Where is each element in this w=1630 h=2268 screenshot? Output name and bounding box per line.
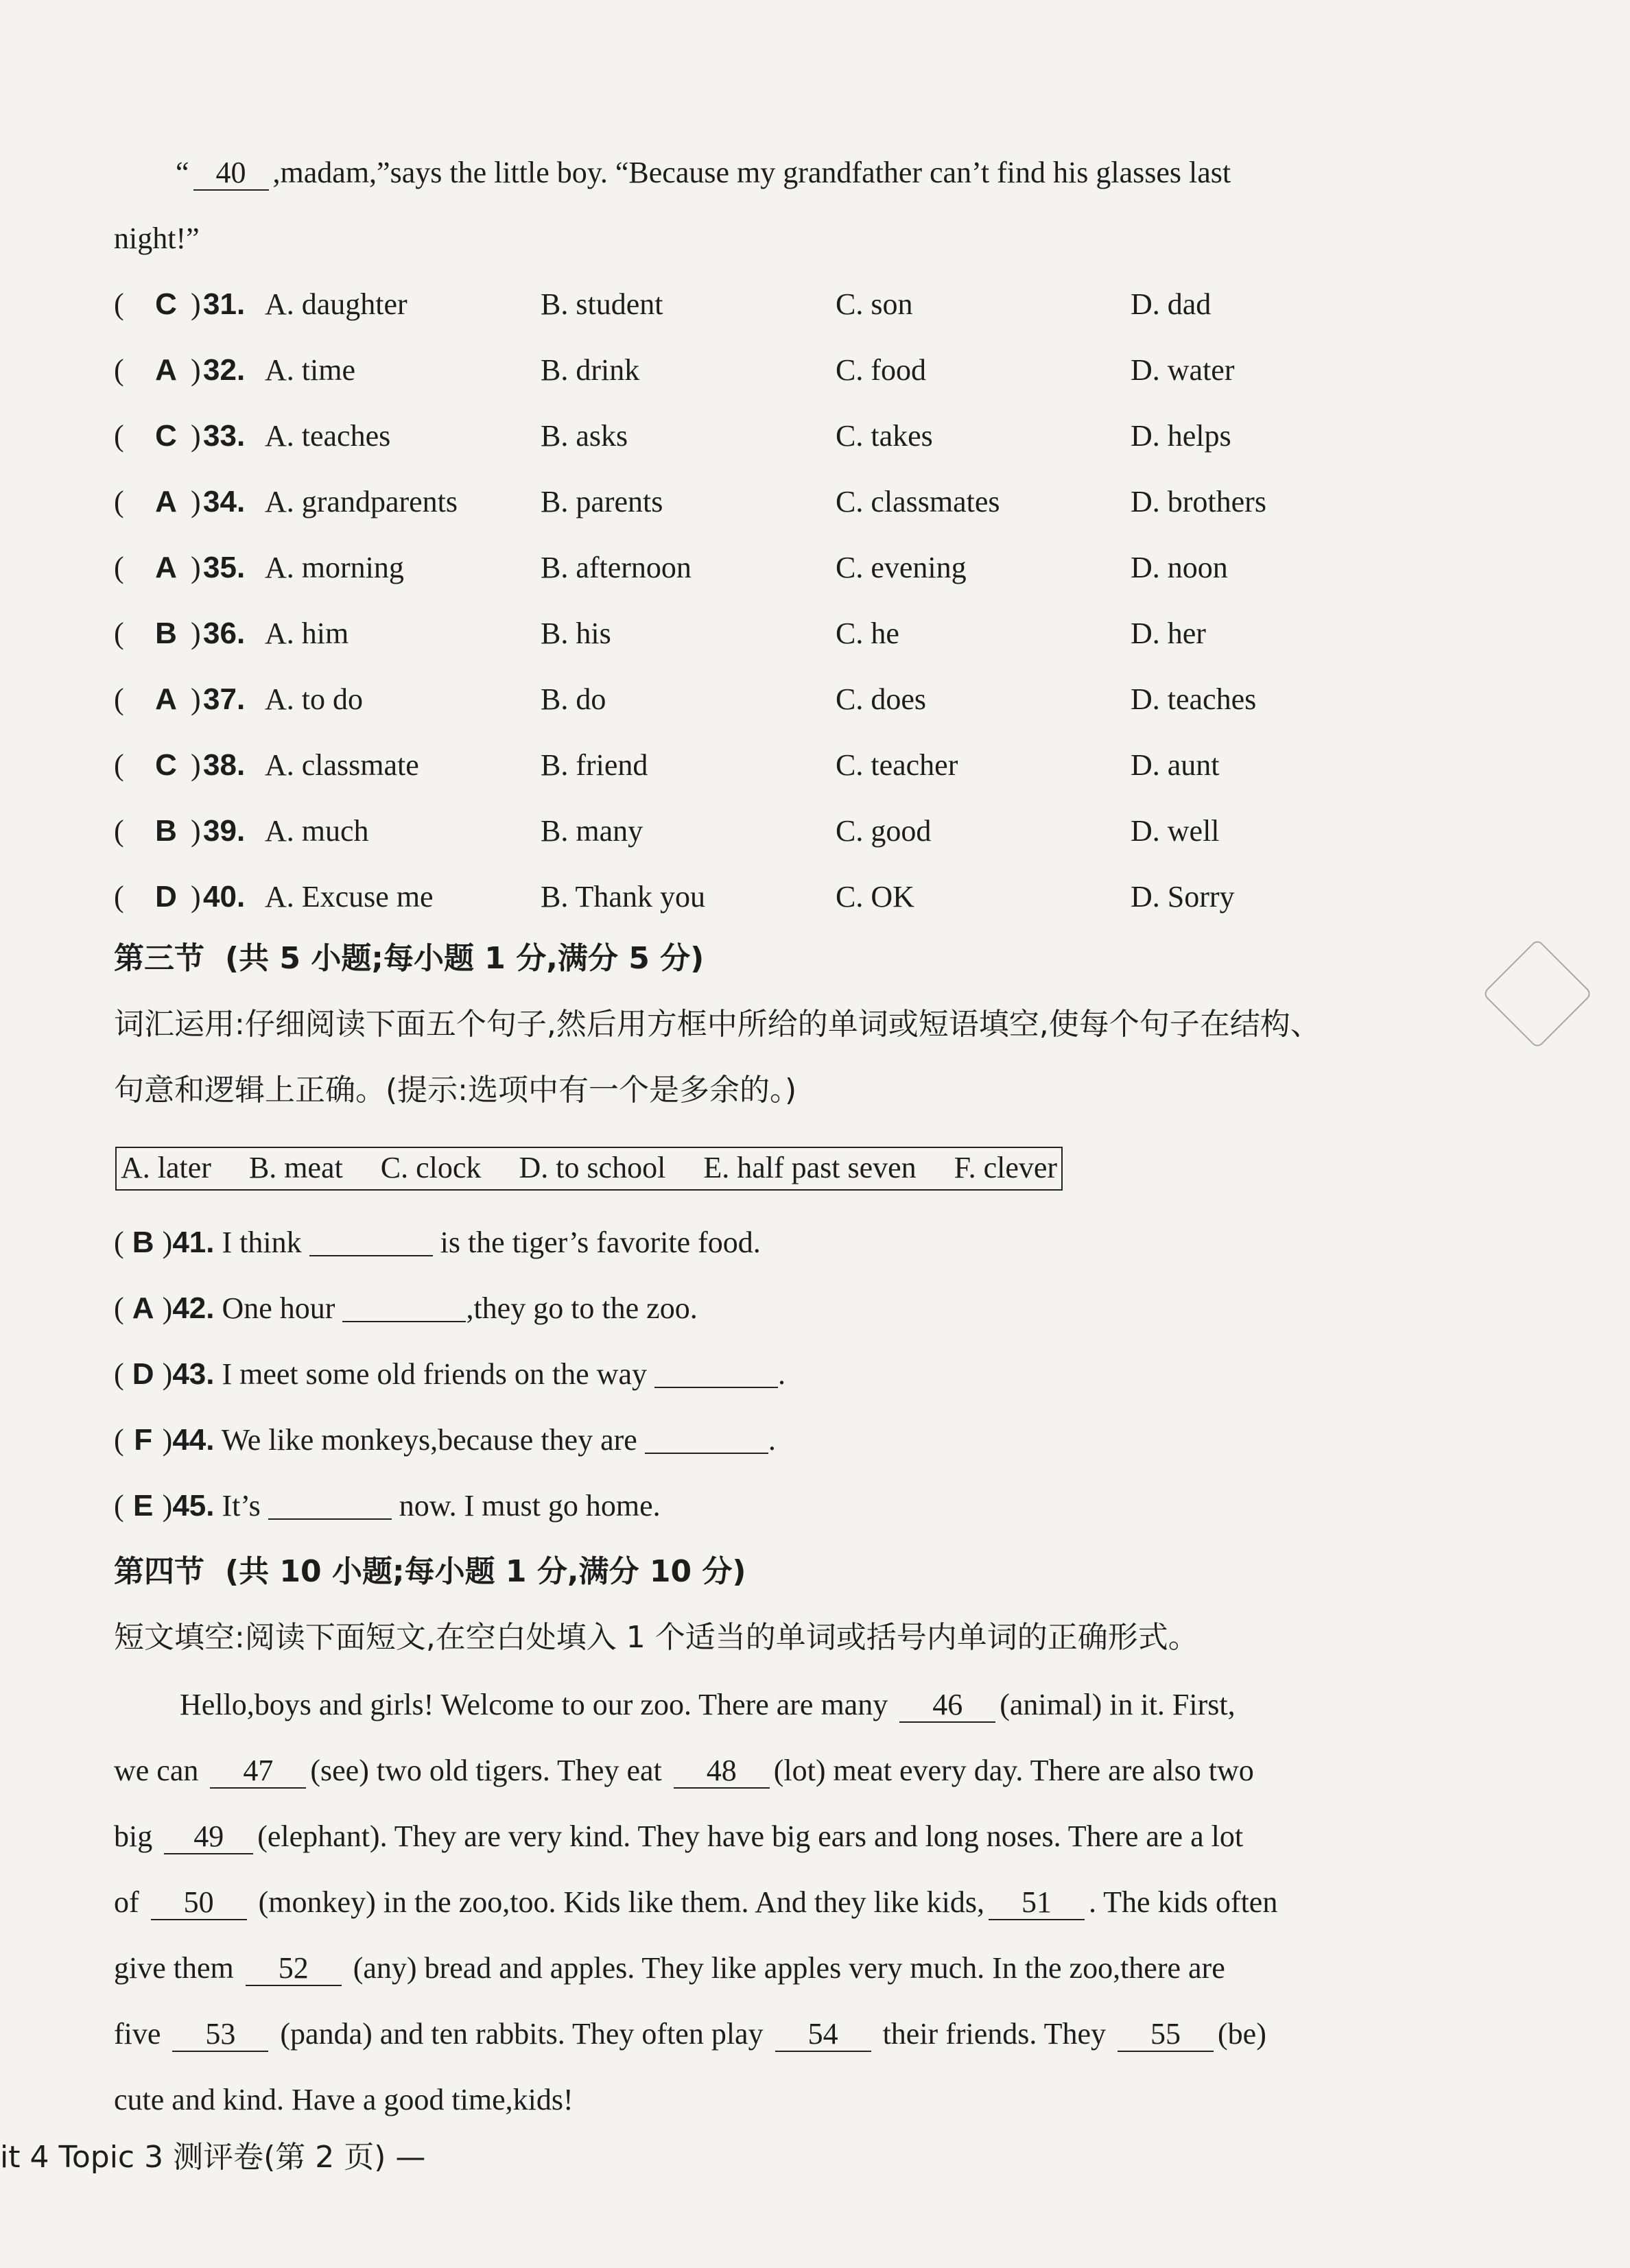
- passage-text: cute and kind. Have a good time,kids!: [114, 2083, 574, 2116]
- question-text-before: One hour: [222, 1291, 335, 1325]
- word-option-b: B. meat: [248, 1151, 343, 1184]
- passage-text: of: [114, 1885, 139, 1919]
- answer: C: [155, 419, 177, 453]
- open-paren: (: [114, 617, 124, 650]
- word-bank-box: [115, 1147, 1063, 1191]
- open-paren: (: [114, 880, 124, 914]
- blank-47: 47: [210, 1754, 306, 1789]
- question-number: 36.: [203, 617, 246, 650]
- close-paren: ): [191, 419, 201, 453]
- close-paren: ): [191, 748, 201, 782]
- option-d: D. Sorry: [1131, 880, 1235, 914]
- close-paren: ): [191, 353, 201, 387]
- section4-title-text: 第四节: [114, 1554, 204, 1589]
- vocab-question-43: ( D )43. I meet some old friends on the way .: [114, 1354, 786, 1395]
- question-number: 45.: [172, 1489, 215, 1523]
- option-a: A. him: [265, 617, 349, 650]
- passage-line-2: [114, 1750, 1254, 1791]
- question-number: 39.: [203, 814, 246, 848]
- answer-blank: [309, 1228, 433, 1256]
- vocab-question-44: ( F )44. We like monkeys,because they are .: [114, 1420, 776, 1461]
- option-d: D. helps: [1131, 419, 1231, 453]
- answer: B: [132, 1226, 154, 1259]
- passage-line-5: [114, 1948, 1225, 1989]
- section3-instruction-1: 词汇运用:仔细阅读下面五个句子,然后用方框中所给的单词或短语填空,使每个句子在结构、: [114, 1007, 1321, 1042]
- vocab-question-41: ( B )41. I think is the tiger’s favorite food.: [114, 1222, 761, 1263]
- option-a: A. to do: [265, 682, 363, 716]
- option-c: C. evening: [836, 551, 967, 584]
- option-b: B. afternoon: [541, 551, 692, 584]
- answer: A: [155, 353, 177, 387]
- passage-text: (be): [1218, 2017, 1266, 2051]
- option-d: D. noon: [1131, 551, 1228, 584]
- passage-line-3: [114, 1816, 1243, 1857]
- passage-text: . The kids often: [1088, 1885, 1278, 1919]
- passage-text: (any) bread and apples. They like apples very much. In the zoo,there are: [353, 1951, 1225, 1985]
- option-a: A. classmate: [265, 748, 419, 782]
- answer: F: [134, 1423, 153, 1457]
- option-a: A. grandparents: [265, 485, 458, 518]
- option-d: D. well: [1131, 814, 1220, 848]
- mc-question-row: [114, 876, 1486, 918]
- mc-question-row: [114, 481, 1486, 523]
- answer: A: [132, 1291, 154, 1325]
- vocab-question-45: ( E )45. It’s now. I must go home.: [114, 1485, 661, 1527]
- passage-text: Hello,boys and girls! Welcome to our zoo. There are many: [180, 1688, 888, 1721]
- intro-line-1: [176, 152, 1231, 193]
- intro-text-2: night!”: [114, 222, 200, 255]
- option-b: B. drink: [541, 353, 640, 387]
- mc-question-row: [114, 679, 1486, 720]
- question-number: 34.: [203, 485, 246, 518]
- close-paren: ): [191, 682, 201, 716]
- open-paren: (: [114, 814, 124, 848]
- answer: D: [155, 880, 177, 914]
- passage-text: (animal) in it. First,: [1000, 1688, 1236, 1721]
- answer: A: [155, 485, 177, 518]
- question-number: 40.: [203, 880, 246, 914]
- blank-51: 51: [989, 1886, 1085, 1920]
- question-text-before: I think: [222, 1226, 302, 1259]
- option-b: B. parents: [541, 485, 663, 518]
- option-c: C. takes: [836, 419, 933, 453]
- mc-question-row: [114, 613, 1486, 654]
- answer: E: [132, 1489, 154, 1523]
- blank-48: 48: [674, 1754, 770, 1789]
- option-d: D. brothers: [1131, 485, 1266, 518]
- answer: C: [155, 287, 177, 321]
- passage-text: (elephant). They are very kind. They have big ears and long noses. There are a lot: [257, 1819, 1244, 1853]
- question-text-after: ,they go to the zoo.: [466, 1291, 698, 1325]
- word-option-a: A. later: [121, 1151, 211, 1184]
- option-d: D. water: [1131, 353, 1235, 387]
- open-paren: (: [114, 551, 124, 584]
- question-number: 31.: [203, 287, 246, 321]
- close-paren: ): [191, 551, 201, 584]
- intro-text-1: ,madam,”says the little boy. “Because my grandfather can’t find his glasses last: [272, 156, 1231, 189]
- answer: A: [155, 551, 177, 584]
- option-b: B. friend: [541, 748, 648, 782]
- question-text-after: .: [768, 1423, 776, 1457]
- passage-line-7: [114, 2079, 574, 2121]
- option-a: A. Excuse me: [265, 880, 434, 914]
- close-paren: ): [191, 814, 201, 848]
- option-d: D. her: [1131, 617, 1206, 650]
- option-c: C. OK: [836, 880, 914, 914]
- answer-blank: [268, 1491, 392, 1520]
- section4-instruction: 短文填空:阅读下面短文,在空白处填入 1 个适当的单词或括号内单词的正确形式。: [114, 1620, 1198, 1655]
- open-paren: (: [114, 287, 124, 321]
- mc-question-row: [114, 350, 1486, 391]
- passage-text: their friends. They: [882, 2017, 1107, 2051]
- open-paren: (: [114, 353, 124, 387]
- word-option-d: D. to school: [519, 1151, 666, 1184]
- blank-53: 53: [172, 2018, 268, 2052]
- question-text-after: .: [778, 1357, 786, 1391]
- section3-instruction-2: 句意和逻辑上正确。(提示:选项中有一个是多余的。): [114, 1073, 797, 1108]
- mc-question-row: [114, 745, 1486, 786]
- answer: A: [155, 682, 177, 716]
- passage-text: (panda) and ten rabbits. They often play: [280, 2017, 764, 2051]
- question-text-before: It’s: [222, 1489, 261, 1523]
- answer: C: [155, 748, 177, 782]
- blank-55: 55: [1118, 2018, 1214, 2052]
- blank-50: 50: [151, 1886, 247, 1920]
- answer: B: [155, 617, 177, 650]
- passage-text: (lot) meat every day. There are also two: [773, 1754, 1254, 1787]
- section3-subtitle: (共 5 小题;每小题 1 分,满分 5 分): [225, 941, 705, 976]
- option-c: C. good: [836, 814, 932, 848]
- answer: D: [132, 1357, 154, 1391]
- passage-text: give them: [114, 1951, 234, 1985]
- passage-text: (see) two old tigers. They eat: [310, 1754, 662, 1787]
- option-c: C. classmates: [836, 485, 1000, 518]
- mc-question-row: [114, 284, 1486, 325]
- passage-line-6: [114, 2014, 1266, 2055]
- option-a: A. teaches: [265, 419, 391, 453]
- question-number: 44.: [172, 1423, 215, 1457]
- answer-blank: [645, 1425, 768, 1454]
- option-a: A. daughter: [265, 287, 408, 321]
- section3-title: [114, 938, 704, 979]
- question-number: 35.: [203, 551, 246, 584]
- mc-question-row: [114, 416, 1486, 457]
- passage-text: big: [114, 1819, 153, 1853]
- blank-54: 54: [775, 2018, 871, 2052]
- close-paren: ): [191, 287, 201, 321]
- question-text-before: We like monkeys,because they are: [221, 1423, 637, 1457]
- word-option-e: E. half past seven: [703, 1151, 917, 1184]
- question-number: 43.: [172, 1357, 215, 1391]
- mc-question-row: [114, 811, 1486, 852]
- blank-52: 52: [246, 1952, 342, 1986]
- option-c: C. he: [836, 617, 899, 650]
- answer-blank: [342, 1293, 466, 1322]
- option-d: D. dad: [1131, 287, 1212, 321]
- option-b: B. Thank you: [541, 880, 705, 914]
- question-text-before: I meet some old friends on the way: [222, 1357, 647, 1391]
- passage-text: five: [114, 2017, 161, 2051]
- option-d: D. teaches: [1131, 682, 1257, 716]
- open-paren: (: [114, 682, 124, 716]
- mc-question-row: [114, 547, 1486, 588]
- open-paren: (: [114, 419, 124, 453]
- blank-46: 46: [899, 1688, 995, 1723]
- close-paren: ): [191, 880, 201, 914]
- vocab-question-42: ( A )42. One hour ,they go to the zoo.: [114, 1288, 698, 1329]
- passage-line-1: [180, 1684, 1236, 1726]
- answer-blank: [654, 1359, 778, 1388]
- open-paren: (: [114, 748, 124, 782]
- question-number: 33.: [203, 419, 246, 453]
- question-number: 37.: [203, 682, 246, 716]
- open-quote: “: [176, 156, 189, 189]
- option-c: C. teacher: [836, 748, 958, 782]
- answer: B: [155, 814, 177, 848]
- close-paren: ): [191, 617, 201, 650]
- question-text-after: is the tiger’s favorite food.: [440, 1226, 761, 1259]
- section4-subtitle: (共 10 小题;每小题 1 分,满分 10 分): [225, 1554, 746, 1589]
- question-number: 38.: [203, 748, 246, 782]
- question-text-after: now. I must go home.: [399, 1489, 661, 1523]
- open-paren: (: [114, 485, 124, 518]
- option-b: B. student: [541, 287, 663, 321]
- page-footer: it 4 Topic 3 测评卷(第 2 页) —: [0, 2140, 426, 2175]
- option-c: C. son: [836, 287, 913, 321]
- passage-text: we can: [114, 1754, 199, 1787]
- passage-text: (monkey) in the zoo,too. Kids like them. And they like kids,: [258, 1885, 984, 1919]
- blank-40: 40: [193, 156, 269, 191]
- passage-line-4: [114, 1882, 1277, 1923]
- question-number: 41.: [172, 1226, 215, 1259]
- close-paren: ): [191, 485, 201, 518]
- option-a: A. morning: [265, 551, 404, 584]
- word-option-c: C. clock: [380, 1151, 482, 1184]
- option-a: A. time: [265, 353, 355, 387]
- question-number: 32.: [203, 353, 246, 387]
- section3-title-text: 第三节: [114, 941, 204, 976]
- option-b: B. asks: [541, 419, 628, 453]
- question-number: 42.: [172, 1291, 215, 1325]
- stamp-seal: [1482, 938, 1592, 1049]
- intro-line-2: [114, 218, 200, 259]
- option-d: D. aunt: [1131, 748, 1220, 782]
- option-c: C. food: [836, 353, 926, 387]
- blank-49: 49: [164, 1820, 253, 1854]
- option-c: C. does: [836, 682, 926, 716]
- word-option-f: F. clever: [954, 1151, 1058, 1184]
- option-b: B. many: [541, 814, 643, 848]
- option-b: B. his: [541, 617, 611, 650]
- option-a: A. much: [265, 814, 369, 848]
- option-b: B. do: [541, 682, 606, 716]
- section4-title: [114, 1551, 746, 1592]
